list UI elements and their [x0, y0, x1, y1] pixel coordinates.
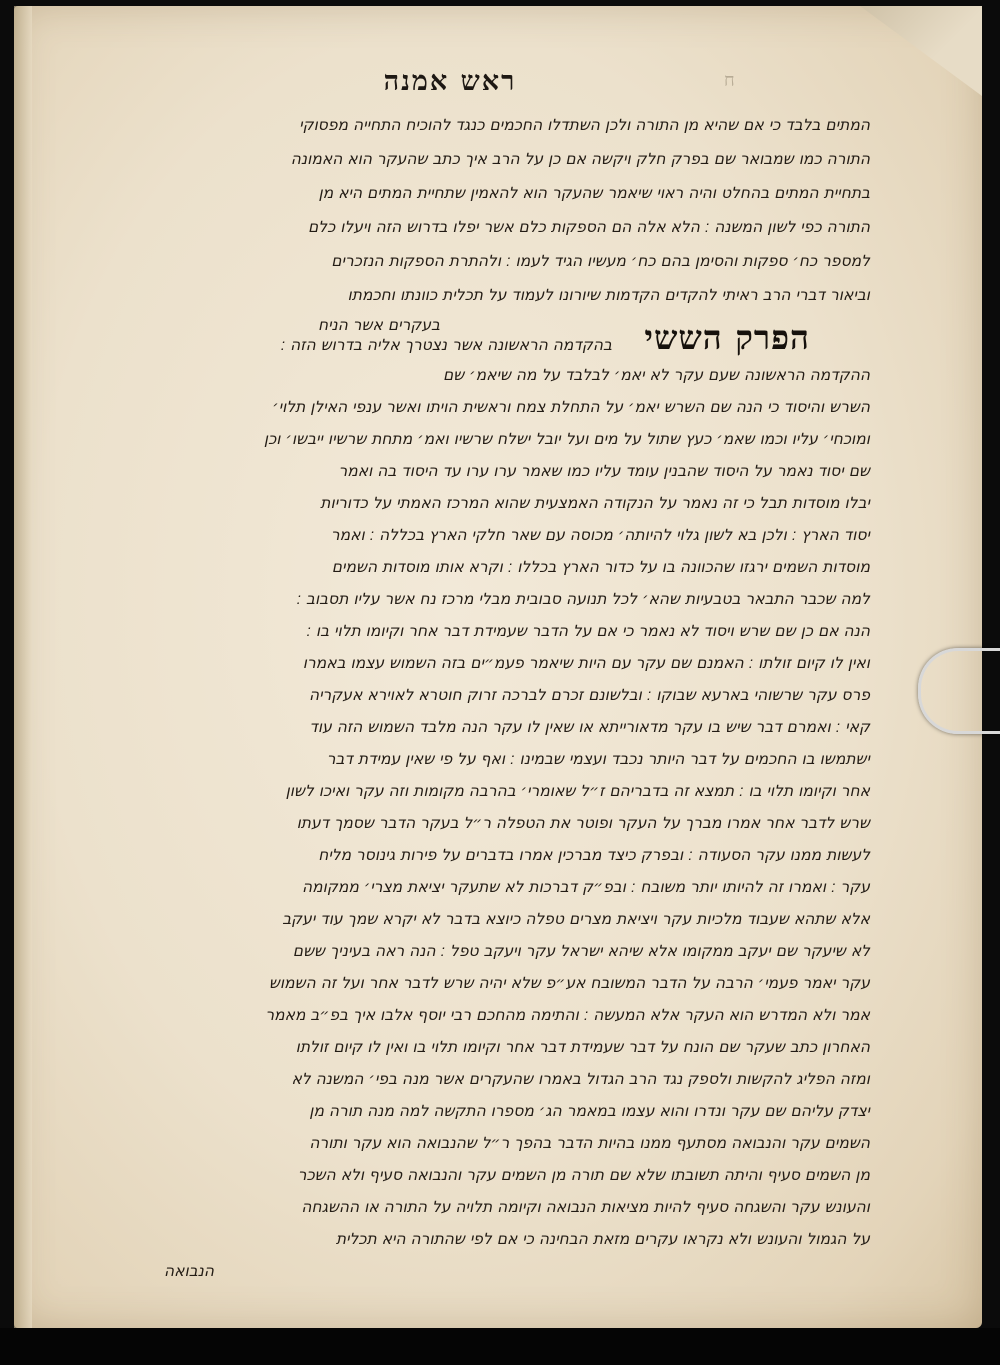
- paper-clip: [918, 648, 1000, 734]
- text-line: בתחיית המתים בהחלט והיה ראוי שיאמר שהעקר הוא להאמין שתחיית המתים היא מן: [318, 184, 870, 202]
- text-line: לא שיעקר שם יעקב ממקומו אלא שיהא ישראל עקר ויעקב טפל ׃ הנה ראה בעיניך ששם: [292, 942, 870, 960]
- text-line: יצדק עליהם שם עקר ונדרו והוא עצמו במאמר הג׳ מספרו התקשה למה מנה תורה מן: [309, 1102, 870, 1120]
- text-line: השרש והיסוד כי הנה שם השרש יאמ׳ על התחלת צמח וראשית הויתו ואשר ענפי האילן תלוי׳: [272, 398, 870, 416]
- text-line: שם יסוד נאמר על היסוד שהבנין עומד עליו כמו שאמר ערו ערו עד היסוד בה ואמר: [338, 462, 870, 480]
- text-line: קאי ׃ ואמרם דבר שיש בו עקר מדאורייתא או שאין לו עקר הנה מלבד השמוש הזה עוד: [309, 718, 870, 736]
- text-line: וביאור דברי הרב ראיתי להקדים הקדמות שיורונו לעמוד על תכלית כוונתו וחכמתו: [347, 286, 870, 304]
- text-line: בעקרים אשר הניח: [317, 316, 440, 334]
- chapter-title: הפרק הששי: [644, 318, 810, 357]
- text-line: שרש לדבר אחר אמרו מברך על העקר ופוטר את הטפלה ר״ל בעקר הדבר שסמך דעתו: [296, 814, 870, 832]
- text-line: אלא שתהא שעבוד מלכיות עקר ויציאת מצרים טפלה כיוצא בדבר לא יקרא שמך עוד יעקב: [282, 910, 870, 928]
- text-line: ישתמשו בו החכמים על דבר היותר נכבד ועצמי שבמינו ׃ ואף על פי שאין עמידת דבר: [326, 750, 870, 768]
- text-line: יסוד הארץ ׃ ולכן בא לשון גלוי להיותה׳ מכוסה עם שאר חלקי הארץ בכללה ׃ ואמר: [330, 526, 870, 544]
- text-line: ההקדמה הראשונה שעם עקר לא יאמ׳ לבלבד על מה שיאמ׳ שם: [442, 366, 870, 384]
- catchword: הנבואה: [163, 1262, 214, 1280]
- text-line: התורה כפי לשון המשנה ׃ הלא אלה הם הספקות כלם אשר יפלו בדרוש הזה ויעלו כלם: [308, 218, 870, 236]
- folio-number: ח: [724, 70, 735, 91]
- running-head: ראש אמנה: [383, 66, 517, 97]
- text-line: פרס עקר שרשוהי בארעא שבוקו ׃ ובלשונם זכרם לברכה זרוק חוטרא לאוירא אעקריה: [308, 686, 870, 704]
- text-line: ומזה הפליג להקשות ולספק נגד הרב הגדול באמרו שהעקרים אשר מנה בפי׳ המשנה לא: [291, 1070, 870, 1088]
- text-line: התורה כמו שמבואר שם בפרק חלק ויקשה אם כן על הרב איך כתב שהעקר הוא האמונה: [290, 150, 870, 168]
- scan-bottom-edge: [0, 1328, 1000, 1365]
- text-line: והעונש עקר והשגחה סעיף להיות מציאות הנבואה וקיומה תלויה על התורה או ההשגחה: [301, 1198, 870, 1216]
- text-line: עקר יאמר פעמי׳ הרבה על הדבר המשובח אע״פ שלא יהיה שרש לדבר אחר ועל זה השמוש: [268, 974, 870, 992]
- text-line: אמר ולא המדרש הוא העקר אלא המעשה ׃ והתימה מהחכם רבי יוסף אלבו איך בפ״ב מאמר: [265, 1006, 870, 1024]
- text-line: הנה אם כן שם שרש ויסוד לא נאמר כי אם על הדבר שעמידת דבר אחר וקיומו תלוי בו ׃: [306, 622, 870, 640]
- text-line: על הגמול והעונש ולא נקראו עקרים מזאת הבחינה כי אם לפי שהתורה היא תכלית: [335, 1230, 870, 1248]
- binding-gutter: [14, 6, 32, 1328]
- text-line: ומוכחי׳ עליו וכמו שאמ׳ כעץ שתול על מים ועל יובל ישלח שרשיו ואמ׳ מתחת שרשיו ייבשו׳ וכן: [263, 430, 870, 448]
- text-line: למספר כח׳ ספקות והסימן בהם כח׳ מעשיו הגיד לעמו ׃ ולהתרת הספקות הנזכרים: [331, 252, 870, 270]
- chapter-intro: בהקדמה הראשונה אשר נצטרך אליה בדרוש הזה ׃: [280, 336, 612, 354]
- text-line: האחרון כתב שעקר שם הונח על דבר שעמידת דבר אחר וקיומו תלוי בו ואין לו קיום זולתו: [295, 1038, 870, 1056]
- text-line: לעשות ממנו עקר הסעודה ׃ ובפרק כיצד מברכין אמרו בדברים על פירות גינוסר מליח: [318, 846, 870, 864]
- text-line: השמים עקר והנבואה מסתעף ממנו בהיות הדבר בהפך ר״ל שהנבואה הוא עקר ותורה: [309, 1134, 870, 1152]
- text-line: ואין לו קיום זולתו ׃ האמנם שם עקר עם היות שיאמר פעמ״ים בזה השמוש עצמו באמרו: [302, 654, 870, 672]
- text-line: מוסדות השמים ירגזו שהכוונה בו על כדור הארץ בכללו ׃ וקרא אותו מוסדות השמים: [331, 558, 870, 576]
- text-line: עקר ׃ ואמרו זה להיותו יותר משובח ׃ ובפ״ק דברכות לא שתעקר יציאת מצרי׳ ממקומה: [301, 878, 870, 896]
- text-line: אחר וקיומו תלוי בו ׃ תמצא זה בדבריהם ז״ל שאומרי׳ בהרבה מקומות וזה עקר ואיכו לשון: [285, 782, 870, 800]
- text-line: מן השמים סעיף והיתה תשובתו שלא שם תורה מן השמים עקר והנבואה סעיף ולא השכר: [297, 1166, 870, 1184]
- text-line: יבלו מוסדות תבל כי זה נאמר על הנקודה האמצעית שהוא המרכז האמתי על כדוריות: [320, 494, 870, 512]
- text-line: המתים בלבד כי אם שהיא מן התורה ולכן השתדלו החכמים כנגד להוכיח התחייה מפסוקי: [299, 116, 870, 134]
- text-line: למה שכבר התבאר בטבעיות שהא׳ לכל תנועה סבובית מבלי מרכז נח אשר עליו תסבוב ׃: [296, 590, 870, 608]
